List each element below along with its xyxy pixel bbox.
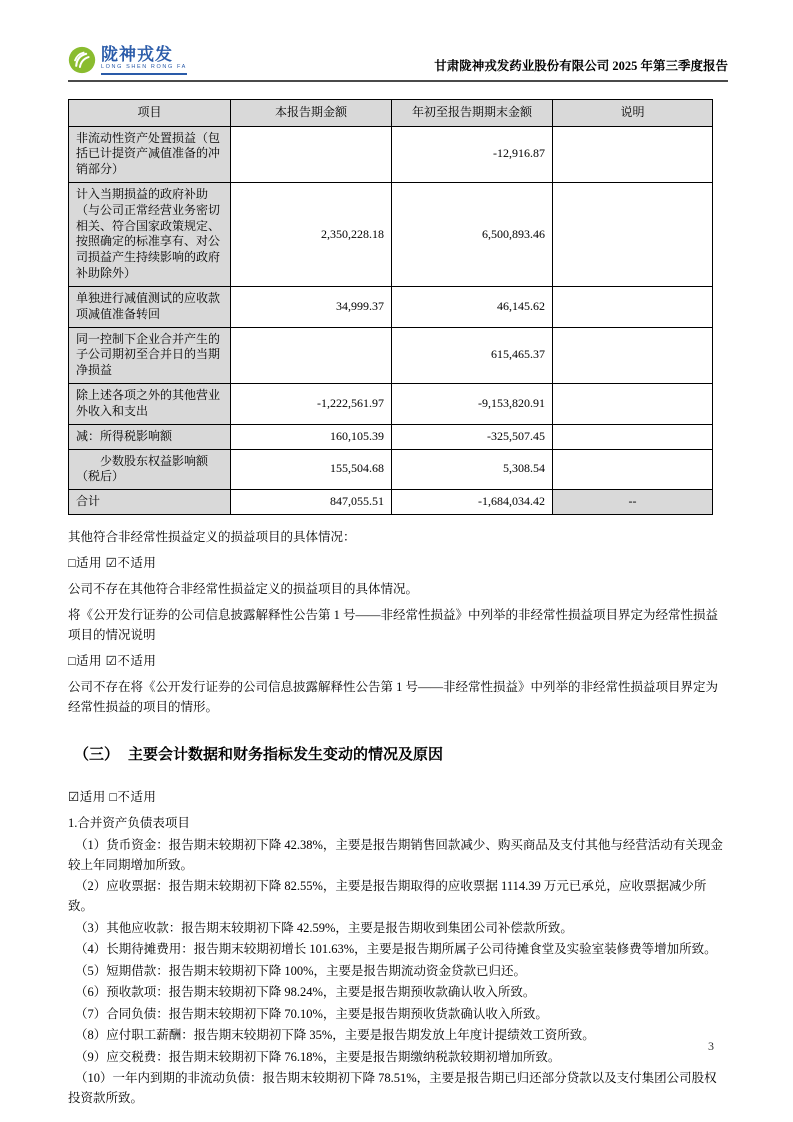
other-items-description: 其他符合非经常性损益定义的损益项目的具体情况： xyxy=(68,530,356,545)
col-header-note: 说明 xyxy=(553,99,713,126)
note-cell: -- xyxy=(553,490,713,515)
ytd-amount-cell: -9,153,820.91 xyxy=(392,384,553,425)
section-3-number: （三） xyxy=(74,747,120,764)
report-title: 甘肃陇神戎发药业股份有限公司 2025 年第三季度报告 xyxy=(434,58,728,73)
list-item: （6）预收款项：报告期末较期初下降 98.24%，主要是报告期预收款确认收入所致。 xyxy=(75,985,536,1000)
note-cell xyxy=(553,384,713,425)
col-header-current-period: 本报告期金额 xyxy=(231,99,392,126)
page-number: 3 xyxy=(708,1039,714,1053)
body-text xyxy=(68,527,728,1108)
logo-icon xyxy=(68,46,96,74)
table-row xyxy=(69,286,713,327)
reclassification-description: 将《公开发行证券的公司信息披露解释性公告第 1 号——非经常性损益》中列举的非经常性损益项目界定为经常性损益项目的情况说明 xyxy=(68,608,719,643)
ytd-amount-cell: -1,684,034.42 xyxy=(392,490,553,515)
note-cell xyxy=(553,182,713,286)
note-cell xyxy=(553,126,713,182)
section-3-heading xyxy=(68,745,728,765)
list-item: （3）其他应收款：报告期末较期初下降 42.59%，主要是报告期收到集团公司补偿款所致。 xyxy=(75,920,573,935)
current-period-amount-cell: 847,055.51 xyxy=(231,490,392,515)
table-row xyxy=(69,327,713,383)
note-cell xyxy=(553,286,713,327)
item-cell: 单独进行减值测试的应收款项减值准备转回 xyxy=(69,286,231,327)
current-period-amount-cell xyxy=(231,327,392,383)
list-title: 1.合并资产负债表项目 xyxy=(68,816,190,831)
table-row xyxy=(69,490,713,515)
current-period-amount-cell xyxy=(231,126,392,182)
list-item: （2）应收票据：报告期末较期初下降 82.55%，主要是报告期取得的应收票据 1114.39 万元已承兑，应收票据减少所致。 xyxy=(68,879,707,914)
no-other-items-statement: 公司不存在其他符合非经常性损益定义的损益项目的具体情况。 xyxy=(68,582,419,597)
note-cell xyxy=(553,327,713,383)
ytd-amount-cell: -12,916.87 xyxy=(392,126,553,182)
list-item: （9）应交税费：报告期末较期初下降 76.18%，主要是报告期缴纳税款较期初增加所致。 xyxy=(75,1049,561,1064)
header-divider xyxy=(68,80,728,82)
applicability-checkboxes-2: □适用 ☑不适用 xyxy=(68,654,157,669)
item-cell: 减：所得税影响额 xyxy=(69,424,231,449)
current-period-amount-cell: 160,105.39 xyxy=(231,424,392,449)
note-cell xyxy=(553,424,713,449)
table-body xyxy=(69,126,713,515)
item-cell: 合计 xyxy=(69,490,231,515)
ytd-amount-cell: -325,507.45 xyxy=(392,424,553,449)
table-header-row xyxy=(69,99,713,126)
list-item: （1）货币资金：报告期末较期初下降 42.38%，主要是报告期销售回款减少、购买商品及支付其他与经营活动有关现金较上年同期增加所致。 xyxy=(68,837,723,872)
list-item: （5）短期借款：报告期末较期初下降 100%，主要是报告期流动资金贷款已归还。 xyxy=(75,963,527,978)
page-header xyxy=(68,0,728,75)
list-item: （8）应付职工薪酬：报告期末较期初下降 35%，主要是报告期发放上年度计提绩效工资所致。 xyxy=(75,1028,595,1043)
list-item: （7）合同负债：报告期末较期初下降 70.10%，主要是报告期预收货款确认收入所致。 xyxy=(75,1006,548,1021)
table-row xyxy=(69,449,713,490)
list-item: （4）长期待摊费用：报告期末较期初增长 101.63%，主要是报告期所属子公司待摊食堂及实验室装修费等增加所致。 xyxy=(75,942,717,957)
col-header-item: 项目 xyxy=(69,99,231,126)
balance-sheet-item-list xyxy=(68,835,728,1109)
item-cell: 除上述各项之外的其他营业外收入和支出 xyxy=(69,384,231,425)
current-period-amount-cell: 2,350,228.18 xyxy=(231,182,392,286)
current-period-amount-cell: 155,504.68 xyxy=(231,449,392,490)
current-period-amount-cell: -1,222,561.97 xyxy=(231,384,392,425)
section-3-title: 主要会计数据和财务指标发生变动的情况及原因 xyxy=(128,747,444,764)
item-cell: 计入当期损益的政府补助（与公司正常经营业务密切相关、符合国家政策规定、按照确定的标准享有、对公司损益产生持续影响的政府补助除外） xyxy=(69,182,231,286)
ytd-amount-cell: 6,500,893.46 xyxy=(392,182,553,286)
ytd-amount-cell: 46,145.62 xyxy=(392,286,553,327)
item-cell: 少数股东权益影响额（税后） xyxy=(69,449,231,490)
ytd-amount-cell: 5,308.54 xyxy=(392,449,553,490)
note-cell xyxy=(553,449,713,490)
applicability-checkboxes-3: ☑适用 □不适用 xyxy=(68,790,157,805)
non-recurring-items-table xyxy=(68,99,713,516)
company-logo xyxy=(68,46,187,75)
list-item: （10）一年内到期的非流动负债：报告期末较期初下降 78.51%，主要是报告期已归还部分贷款以及支付集团公司股权投资款所致。 xyxy=(68,1071,717,1106)
logo-underline xyxy=(101,73,187,75)
logo-text xyxy=(101,46,187,75)
no-reclassification-statement: 公司不存在将《公开发行证券的公司信息披露解释性公告第 1 号——非经常性损益》中列举的非经常性损益项目界定为经常性损益的项目的情形。 xyxy=(68,680,719,715)
current-period-amount-cell: 34,999.37 xyxy=(231,286,392,327)
table-row xyxy=(69,126,713,182)
balance-sheet-changes xyxy=(68,813,728,1108)
col-header-ytd: 年初至报告期期末金额 xyxy=(392,99,553,126)
item-cell: 同一控制下企业合并产生的子公司期初至合并日的当期净损益 xyxy=(69,327,231,383)
table-row xyxy=(69,424,713,449)
ytd-amount-cell: 615,465.37 xyxy=(392,327,553,383)
item-cell: 非流动性资产处置损益（包括已计提资产减值准备的冲销部分） xyxy=(69,126,231,182)
logo-en-name: LONG SHEN RONG FA xyxy=(101,64,187,70)
table-row xyxy=(69,182,713,286)
logo-cn-name: 陇神戎发 xyxy=(101,45,173,64)
applicability-checkboxes-1: □适用 ☑不适用 xyxy=(68,556,157,571)
table-row xyxy=(69,384,713,425)
